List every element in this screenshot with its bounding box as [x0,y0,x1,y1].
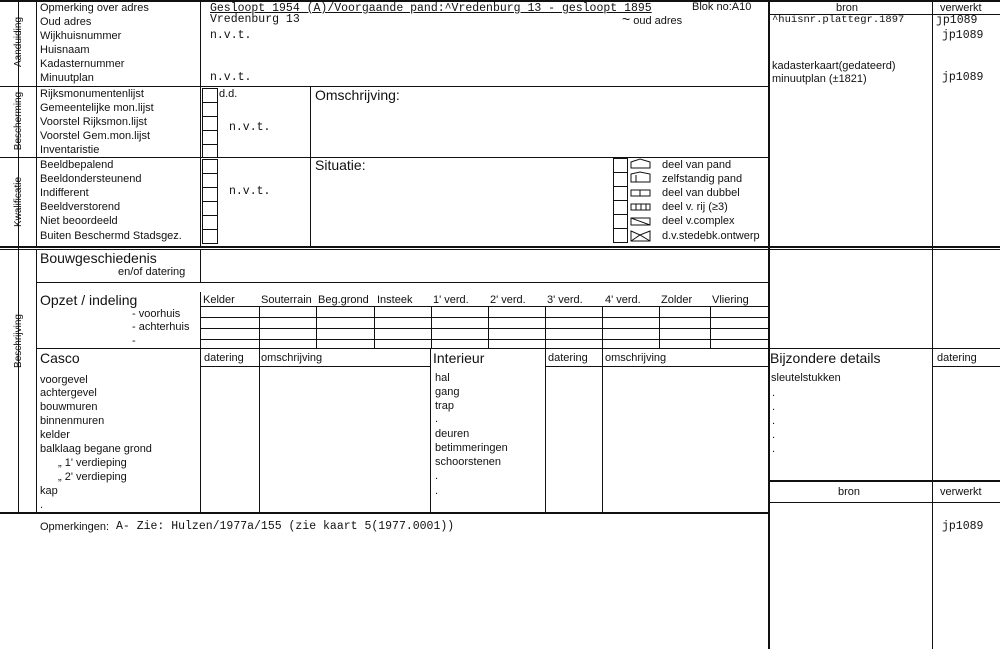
label-beeldondersteunend: Beeldondersteunend [40,173,142,185]
interieur-item-betimmeringen: betimmeringen [435,442,508,454]
situatie-option-deel-van-dubbel: deel van dubbel [662,187,740,199]
omschrijving-label: Omschrijving: [315,87,400,103]
label-wijkhuisnummer: Wijkhuisnummer [40,30,122,42]
interieur-item-schoorstenen: schoorstenen [435,456,502,468]
opzet-col-zolder: Zolder [661,294,693,306]
interieur-item-trap: trap [435,400,454,412]
kwalificatie-value: n.v.t. [229,185,271,198]
wijkhuisnummer-value: n.v.t. [210,29,252,42]
label-inventarisatie: Inventaristie [40,144,100,156]
casco-item-balklaag: balklaag begane grond [40,443,152,455]
interieur-omschrijving-header: omschrijving [605,352,667,364]
bijzondere-item-sleutelstukken: sleutelstukken [771,372,841,384]
bijzondere-details-title: Bijzondere details [770,350,881,366]
deel-v-complex-icon [631,218,650,225]
label-oud-adres: Oud adres [40,16,92,28]
verwerkt-value-1: jp1089 [936,14,978,27]
label-rijksmonumentenlijst: Rijksmonumentenlijst [40,88,144,100]
label-buiten-beschermd: Buiten Beschermd Stadsgez. [40,230,182,242]
opzet-col-vliering: Vliering [712,294,749,306]
oud-adres-value: Vredenburg 13 [210,13,300,26]
opzet-col-beg-grond: Beg.grond [318,294,369,306]
label-kadasternummer: Kadasternummer [40,58,125,70]
label-huisnaam: Huisnaam [40,44,90,56]
stedebk-ontwerp-icon [631,231,650,241]
casco-item-voorgevel: voorgevel [40,374,88,386]
label-voorstel-rijksmon-lijst: Voorstel Rijksmon.lijst [40,116,147,128]
opzet-col-souterrain: Souterrain [261,294,312,306]
opzet-col-2-verd: 2' verd. [490,294,526,306]
interieur-item-dot-3: . [435,485,439,497]
bescherming-value: n.v.t. [229,121,271,134]
situatie-option-stedebk-ontwerp: d.v.stedebk.ontwerp [662,230,760,242]
interieur-title: Interieur [433,350,485,366]
situatie-option-zelfstandig-pand: zelfstandig pand [662,173,743,185]
situatie-label: Situatie: [315,157,366,173]
opzet-row-achterhuis: - achterhuis [132,321,190,333]
bijzondere-datering-header: datering [937,352,977,364]
section-label-beschrijving: Beschrijving [13,314,24,368]
situatie-option-deel-v-complex: deel v.complex [662,215,735,227]
casco-datering-header: datering [204,352,244,364]
deel-v-rij-icon [631,204,650,210]
interieur-datering-header: datering [548,352,588,364]
opzet-col-kelder: Kelder [203,294,235,306]
deel-van-pand-icon [631,159,650,168]
kadasterkaart-label: kadasterkaart(gedateerd) [772,60,896,72]
dd-label: d.d. [219,88,238,100]
interieur-item-gang: gang [435,386,460,398]
opzet-col-1-verd: 1' verd. [433,294,469,306]
casco-item-kelder: kelder [40,429,70,441]
casco-item-achtergevel: achtergevel [40,387,97,399]
situatie-option-deel-van-pand: deel van pand [662,159,732,171]
zelfstandig-pand-icon [631,172,650,182]
casco-item-kap: kap [40,485,58,497]
bijzondere-item-dot-2: . [772,401,776,413]
casco-item-binnenmuren: binnenmuren [40,415,105,427]
interieur-item-dot-2: . [435,470,439,482]
opmerkingen-verwerkt: jp1089 [942,520,984,533]
opzet-col-3-verd: 3' verd. [547,294,583,306]
minuutplan-bron-label: minuutplan (±1821) [772,73,867,85]
section-label-kwalificatie: Kwalificatie [13,176,24,228]
opmerking-adres-value: Gesloopt 1954 (A)/Voorgaande pand:^Vredenburg 13 - gesloopt 1895 [210,2,652,15]
verwerkt-header: verwerkt [940,2,982,14]
label-minuutplan: Minuutplan [40,72,94,84]
section-label-bescherming: Bescherming [13,91,24,151]
bijzondere-item-dot-4: . [772,429,776,441]
tilde-icon: ~ [622,11,631,27]
situatie-pictograms [628,157,658,245]
label-gemeentelijke-mon-lijst: Gemeentelijke mon.lijst [40,102,154,114]
situatie-option-deel-v-rij: deel v. rij (≥3) [662,201,728,213]
oud-adres-annotation: ~ oud adres [622,11,683,27]
bron-header: bron [836,2,859,14]
verwerkt-value-3: jp1089 [942,71,984,84]
bijzondere-verwerkt-header: verwerkt [940,486,982,498]
label-voorstel-gem-mon-lijst: Voorstel Gem.mon.lijst [40,130,151,142]
label-indifferent: Indifferent [40,187,89,199]
casco-item-bouwmuren: bouwmuren [40,401,98,413]
casco-item-1-verdieping: „ 1' verdieping [58,457,127,469]
label-beeldverstorend: Beeldverstorend [40,201,121,213]
label-opmerking-adres: Opmerking over adres [40,2,149,14]
huisnr-plattegr-value: ^huisnr.plattegr.1897 [772,14,905,26]
bijzondere-item-dot-5: . [772,443,776,455]
deel-van-dubbel-icon [631,190,650,196]
opzet-indeling-label: Opzet / indeling [40,292,138,308]
interieur-item-hal: hal [435,372,450,384]
casco-item-2-verdieping: „ 2' verdieping [58,471,127,483]
bijzondere-bron-header: bron [838,486,861,498]
casco-item-dot: . [40,499,44,511]
section-label-aanduiding: Aanduiding [13,16,24,68]
interieur-item-dot-1: . [435,413,439,425]
bijzondere-item-dot-1: . [772,387,776,399]
opzet-col-insteek: Insteek [377,294,413,306]
label-niet-beoordeeld: Niet beoordeeld [40,215,118,227]
opmerkingen-label: Opmerkingen: [40,521,110,533]
opzet-col-4-verd: 4' verd. [605,294,641,306]
casco-omschrijving-header: omschrijving [261,352,323,364]
datering-sub-label: en/of datering [118,266,186,278]
opzet-row-voorhuis: - voorhuis [132,308,181,320]
minuutplan-value: n.v.t. [210,71,252,84]
opmerkingen-value: A- Zie: Hulzen/1977a/155 (zie kaart 5(1977.0001)) [116,520,455,533]
bijzondere-item-dot-3: . [772,415,776,427]
verwerkt-value-2: jp1089 [942,29,984,42]
blok-number: Blok no:A10 [692,1,752,13]
bouwgeschiedenis-label: Bouwgeschiedenis [40,250,157,266]
interieur-item-deuren: deuren [435,428,470,440]
label-beeldbepalend: Beeldbepalend [40,159,114,171]
casco-title: Casco [40,350,80,366]
opzet-row-blank: - [132,335,136,347]
